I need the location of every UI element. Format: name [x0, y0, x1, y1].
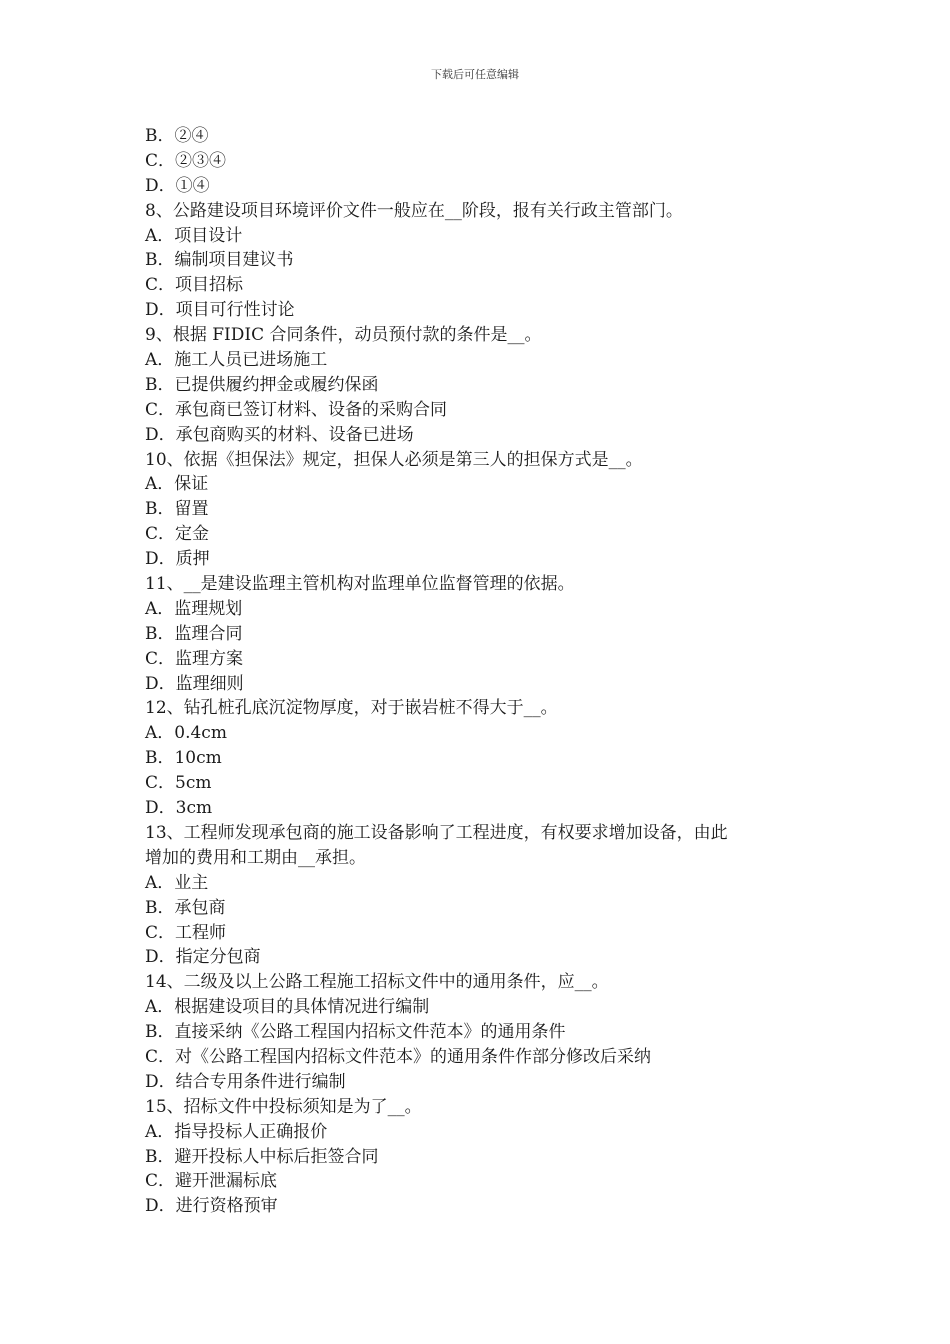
document-body	[145, 124, 815, 1219]
option-line: B．承包商	[145, 897, 226, 918]
question-13: 13、工程师发现承包商的施工设备影响了工程进度，有权要求增加设备，由此	[145, 822, 728, 843]
question-15: 15、招标文件中投标须知是为了__。	[145, 1096, 422, 1117]
option-line: D．承包商购买的材料、设备已进场	[145, 424, 414, 445]
option-line: D．3cm	[145, 798, 213, 819]
question-14: 14、二级及以上公路工程施工招标文件中的通用条件，应__。	[145, 972, 609, 993]
question-13-continued: 增加的费用和工期由__承担。	[145, 847, 366, 868]
option-line: A．根据建设项目的具体情况进行编制	[145, 997, 430, 1018]
option-line: A．0.4cm	[145, 723, 227, 744]
option-line: C．监理方案	[145, 648, 244, 669]
question-9: 9、根据 FIDIC 合同条件，动员预付款的条件是__。	[145, 325, 542, 346]
option-line: B．已提供履约押金或履约保函	[145, 374, 379, 395]
question-10: 10、依据《担保法》规定，担保人必须是第三人的担保方式是__。	[145, 449, 643, 470]
option-line: C．定金	[145, 524, 210, 545]
option-line: B．避开投标人中标后拒签合同	[145, 1146, 379, 1167]
question-11: 11、__是建设监理主管机构对监理单位监督管理的依据。	[145, 574, 575, 595]
option-line: B．②④	[145, 126, 209, 146]
option-line: A．指导投标人正确报价	[145, 1121, 328, 1142]
option-line: C．对《公路工程国内招标文件范本》的通用条件作部分修改后采纳	[145, 1046, 652, 1067]
option-line: B．留置	[145, 499, 209, 520]
option-line: A．监理规划	[145, 598, 243, 619]
question-12: 12、钻孔桩孔底沉淀物厚度，对于嵌岩桩不得大于__。	[145, 698, 558, 719]
option-line: A．保证	[145, 474, 209, 495]
page-header: 下载后可任意编辑	[431, 68, 519, 81]
option-line: D．结合专用条件进行编制	[145, 1071, 346, 1092]
option-line: B．10cm	[145, 748, 222, 769]
option-line: D．监理细则	[145, 673, 244, 694]
option-line: A．业主	[145, 872, 209, 893]
option-line: C．承包商已签订材料、设备的采购合同	[145, 399, 448, 420]
question-8: 8、公路建设项目环境评价文件一般应在__阶段，报有关行政主管部门。	[145, 200, 683, 221]
option-line: A．项目设计	[145, 225, 243, 246]
option-line: D．质押	[145, 549, 210, 570]
option-line: C．工程师	[145, 922, 227, 943]
option-line: D．项目可行性讨论	[145, 300, 295, 321]
option-line: B．监理合同	[145, 623, 243, 644]
option-line: B．编制项目建议书	[145, 250, 294, 271]
option-line: D．进行资格预审	[145, 1196, 278, 1217]
option-line: A．施工人员已进场施工	[145, 350, 328, 371]
option-line: D．①④	[145, 175, 210, 196]
option-line: C．5cm	[145, 773, 212, 794]
option-line: C．②③④	[145, 150, 227, 171]
option-line: B．直接采纳《公路工程国内招标文件范本》的通用条件	[145, 1022, 566, 1043]
option-line: C．避开泄漏标底	[145, 1171, 278, 1192]
option-line: D．指定分包商	[145, 947, 261, 968]
option-line: C．项目招标	[145, 275, 244, 296]
